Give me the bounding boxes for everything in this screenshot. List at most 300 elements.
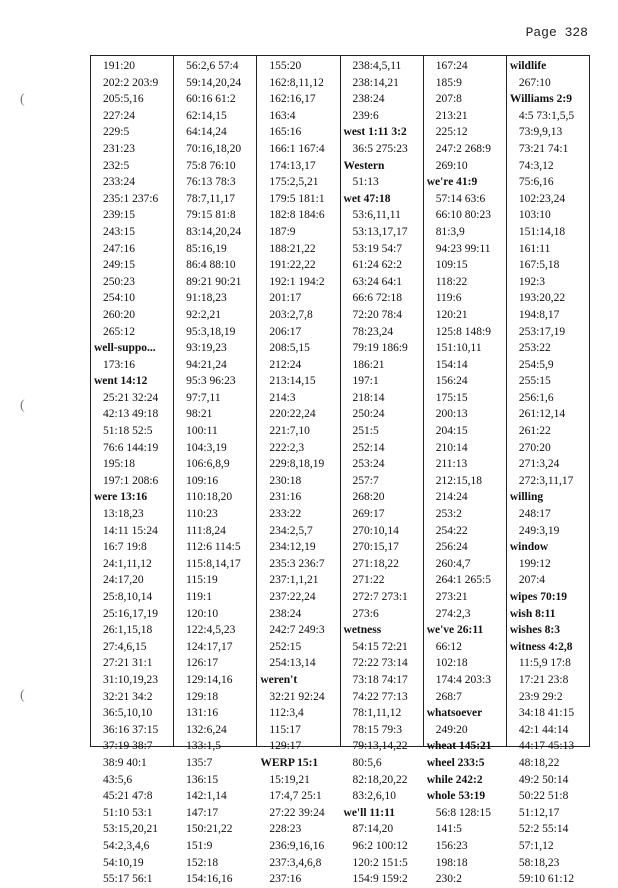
- index-page-reference: 202:2 203:9: [103, 76, 159, 89]
- index-page-reference: 57:1,12: [518, 839, 554, 852]
- index-page-reference: 203:2,7,8: [269, 308, 313, 321]
- index-page-reference: 98:21: [186, 408, 213, 421]
- index-page-reference: 192:3: [518, 275, 546, 288]
- index-page-reference: 273:6: [352, 607, 379, 620]
- index-page-reference: 267:10: [518, 76, 551, 89]
- index-page-reference: 227:24: [103, 109, 135, 122]
- index-page-reference: 242:7 249:3: [269, 624, 325, 637]
- index-page-reference: 167:5,18: [518, 259, 560, 272]
- index-page-reference: 66:10 80:23: [435, 209, 491, 222]
- index-page-reference: 273:21: [435, 591, 468, 603]
- index-page-reference: 63:24 64:1: [352, 275, 403, 288]
- index-headword-entry: wishes 8:3: [509, 624, 561, 637]
- index-page-reference: 229:5: [103, 126, 130, 139]
- index-page-reference: 61:24 62:2: [352, 259, 403, 272]
- index-page-reference: 53:13,17,17: [352, 225, 408, 238]
- index-page-reference: 49:2 50:14: [518, 773, 569, 786]
- index-page-reference: 102:18: [435, 657, 468, 670]
- index-page-reference: 239:6: [352, 109, 379, 122]
- index-page-reference: 142:1,14: [186, 790, 227, 803]
- index-column-3: [256, 56, 339, 886]
- index-page-reference: 249:20: [435, 723, 468, 736]
- index-page-reference: 234:12,19: [269, 541, 316, 554]
- index-page-reference: 272:3,11,17: [518, 474, 574, 487]
- index-page-reference: 269:10: [435, 159, 468, 172]
- index-page-reference: 265:12: [103, 325, 135, 338]
- index-page-reference: 135:7: [186, 756, 213, 769]
- index-page-reference: 74:3,12: [518, 159, 554, 172]
- index-column-5: [423, 56, 506, 886]
- index-page-reference: 204:15: [435, 425, 468, 438]
- index-page-reference: 193:20,22: [518, 292, 566, 305]
- index-page-reference: 214:24: [435, 491, 468, 504]
- index-page-reference: 238:24: [352, 93, 385, 106]
- page-number-label: Page 328: [525, 25, 588, 40]
- index-page-reference: 261:12,14: [518, 408, 566, 421]
- index-page-reference: 136:15: [186, 773, 219, 786]
- index-page-reference: 270:10,14: [352, 524, 399, 537]
- index-page-reference: 174:4 203:3: [435, 673, 491, 686]
- index-page-reference: 210:14: [435, 441, 468, 454]
- index-page-reference: 91:18,23: [186, 292, 227, 305]
- index-page-reference: 155:20: [269, 60, 302, 72]
- index-page-reference: 154:14: [435, 358, 468, 371]
- index-page-reference: 32:21 92:24: [269, 690, 325, 703]
- index-page-reference: 264:1 265:5: [435, 574, 491, 587]
- index-page-reference: 57:14 63:6: [435, 192, 486, 205]
- index-page-reference: 43:5,6: [103, 773, 133, 786]
- index-page-reference: 109:15: [435, 259, 468, 272]
- index-page-reference: 154:16,16: [186, 873, 233, 886]
- index-page-reference: 95:3 96:23: [186, 375, 236, 388]
- index-page-reference: 44:17 45:13: [518, 740, 575, 753]
- index-page-reference: 109:16: [186, 474, 219, 487]
- binder-hole-mark-middle: (: [20, 398, 25, 413]
- index-page-reference: 165:16: [269, 126, 302, 139]
- index-page-reference: 191:20: [103, 60, 135, 72]
- index-page-reference: 233:22: [269, 508, 302, 521]
- index-page-reference: 154:9 159:2: [352, 873, 408, 886]
- index-page-reference: 112:6 114:5: [186, 541, 241, 554]
- index-page-reference: 271:22: [352, 574, 385, 587]
- index-page-reference: 163:4: [269, 109, 296, 122]
- index-headword-entry: we're 41:9: [426, 176, 478, 189]
- index-page-reference: 112:3,4: [269, 707, 304, 720]
- index-headword-entry: WERP 15:1: [260, 756, 319, 769]
- index-page-reference: 206:17: [269, 325, 302, 338]
- index-page-reference: 237:1,1,21: [269, 574, 319, 587]
- index-headword-entry: wipes 70:19: [509, 591, 568, 603]
- index-page-reference: 27:22 39:24: [269, 806, 325, 819]
- index-page-reference: 235:3 236:7: [269, 557, 325, 570]
- index-page-reference: 51:12,17: [518, 806, 560, 819]
- index-page-reference: 94:21,24: [186, 358, 227, 371]
- index-page-reference: 66:6 72:18: [352, 292, 403, 305]
- index-page-reference: 92:2,21: [186, 308, 221, 321]
- index-page-reference: 52:2 55:14: [518, 823, 569, 836]
- index-page-reference: 79:15 81:8: [186, 209, 236, 222]
- index-page-reference: 205:5,16: [103, 93, 144, 106]
- index-page-reference: 230:18: [269, 474, 302, 487]
- index-page-reference: 104:3,19: [186, 441, 227, 454]
- index-page-reference: 53:19 54:7: [352, 242, 403, 255]
- index-page-reference: 120:2 151:5: [352, 856, 408, 869]
- index-page-reference: 50:22 51:8: [518, 790, 569, 803]
- index-page-reference: 23:9 29:2: [518, 690, 563, 703]
- index-page-reference: 161:11: [518, 242, 551, 255]
- index-page-reference: 78:15 79:3: [352, 723, 403, 736]
- index-page-reference: 72:22 73:14: [352, 657, 408, 670]
- index-page-reference: 207:4: [518, 574, 546, 587]
- index-page-reference: 214:3: [269, 391, 296, 404]
- index-page-reference: 59:14,20,24: [186, 76, 242, 89]
- index-page-reference: 32:21 34:2: [103, 690, 153, 703]
- index-page-reference: 36:5 275:23: [352, 142, 408, 155]
- index-page-reference: 151:10,11: [435, 342, 482, 355]
- index-page-reference: 233:24: [103, 176, 135, 189]
- index-page-reference: 253:2: [435, 508, 462, 521]
- index-page-reference: 126:17: [186, 657, 219, 670]
- index-page-reference: 62:14,15: [186, 109, 227, 122]
- index-page-reference: 78:1,11,12: [352, 707, 402, 720]
- index-page-reference: 270:15,17: [352, 541, 399, 554]
- index-page-reference: 201:17: [269, 292, 302, 305]
- index-page-reference: 75:6,16: [518, 176, 554, 189]
- index-page-reference: 231:23: [103, 142, 135, 155]
- index-page-reference: 269:17: [352, 508, 385, 521]
- index-page-reference: 253:22: [518, 342, 551, 355]
- index-headword-entry: wet 47:18: [343, 192, 391, 205]
- index-page-reference: 80:5,6: [352, 756, 382, 769]
- index-headword-entry: whatsoever: [426, 707, 483, 720]
- index-page-reference: 254:10: [103, 292, 135, 305]
- index-page-reference: 79:19 186:9: [352, 342, 408, 355]
- index-page-reference: 25:21 32:24: [103, 391, 159, 404]
- index-headword-entry: whole 53:19: [426, 790, 486, 803]
- index-page-reference: 129:14,16: [186, 673, 233, 686]
- index-headword-entry: wheat 145:21: [426, 740, 492, 753]
- index-page-reference: 97:7,11: [186, 391, 221, 404]
- index-page-reference: 59:10 61:12: [518, 873, 575, 886]
- index-page-reference: 4:5 73:1,5,5: [518, 109, 575, 122]
- index-page-reference: 257:7: [352, 474, 379, 487]
- index-headword-entry: we'll 11:11: [343, 806, 395, 819]
- index-page-reference: 188:21,22: [269, 242, 316, 255]
- index-page-reference: 198:18: [435, 856, 468, 869]
- index-page-reference: 78:7,11,17: [186, 192, 235, 205]
- index-page-reference: 218:14: [352, 391, 385, 404]
- index-headword-entry: wetness: [343, 624, 382, 637]
- index-page-reference: 268:20: [352, 491, 385, 504]
- index-page-reference: 271:3,24: [518, 458, 560, 471]
- index-page-reference: 156:23: [435, 839, 468, 852]
- index-page-reference: 192:1 194:2: [269, 275, 325, 288]
- index-page-reference: 249:15: [103, 259, 135, 272]
- index-page-reference: 247:16: [103, 242, 135, 255]
- index-page-reference: 195:18: [103, 458, 135, 471]
- index-page-reference: 89:21 90:21: [186, 275, 242, 288]
- index-page-reference: 53:6,11,11: [352, 209, 401, 222]
- index-page-reference: 34:18 41:15: [518, 707, 575, 720]
- index-page-reference: 162:8,11,12: [269, 76, 324, 89]
- index-page-reference: 86:4 88:10: [186, 259, 236, 272]
- index-headword-entry: Williams 2:9: [509, 93, 572, 106]
- index-headword-entry: west 1:11 3:2: [343, 126, 407, 139]
- index-headword-entry: weren't: [260, 673, 298, 686]
- index-page-reference: 120:10: [186, 607, 219, 620]
- index-page-reference: 120:21: [435, 308, 468, 321]
- index-page-reference: 38:9 40:1: [103, 756, 147, 769]
- index-page-reference: 54:2,3,4,6: [103, 839, 150, 852]
- index-page-reference: 174:13,17: [269, 159, 316, 172]
- index-headword-entry: willing: [509, 491, 544, 504]
- index-page-reference: 254:22: [435, 524, 468, 537]
- index-page-reference: 211:13: [435, 458, 468, 471]
- index-page-reference: 255:15: [518, 375, 551, 388]
- index-page-reference: 51:10 53:1: [103, 806, 153, 819]
- index-page-reference: 256:1,6: [518, 391, 554, 404]
- index-column-2: [173, 56, 256, 886]
- index-page-reference: 54:10,19: [103, 856, 144, 869]
- index-page-reference: 106:6,8,9: [186, 458, 230, 471]
- index-page-reference: 166:1 167:4: [269, 142, 325, 155]
- index-headword-entry: window: [509, 541, 549, 554]
- index-page-reference: 85:16,19: [186, 242, 227, 255]
- index-page-reference: 222:2,3: [269, 441, 305, 454]
- index-page-reference: 194:8,17: [518, 308, 560, 321]
- index-page-reference: 82:18,20,22: [352, 773, 408, 786]
- index-page-reference: 13:18,23: [103, 508, 144, 521]
- index-page-reference: 51:13: [352, 176, 379, 189]
- index-page-reference: 173:16: [103, 358, 135, 371]
- index-page-reference: 58:18,23: [518, 856, 560, 869]
- index-page-reference: 252:14: [352, 441, 385, 454]
- index-headword-entry: wish 8:11: [509, 607, 556, 620]
- index-page-reference: 26:1,15,18: [103, 624, 153, 637]
- index-page-reference: 66:12: [435, 640, 462, 653]
- index-page-reference: 237:16: [269, 873, 302, 886]
- index-page-reference: 228:23: [269, 823, 302, 836]
- index-page-reference: 14:11 15:24: [103, 524, 158, 537]
- index-page-reference: 150:21,22: [186, 823, 233, 836]
- index-page-reference: 147:17: [186, 806, 219, 819]
- index-page-reference: 247:2 268:9: [435, 142, 491, 155]
- index-page-reference: 162:16,17: [269, 93, 316, 106]
- index-page-reference: 36:16 37:15: [103, 723, 159, 736]
- index-page-reference: 237:22,24: [269, 591, 316, 603]
- index-page-reference: 250:24: [352, 408, 385, 421]
- index-page-reference: 48:18,22: [518, 756, 560, 769]
- index-page-reference: 81:3,9: [435, 225, 465, 238]
- index-page-reference: 103:10: [518, 209, 551, 222]
- index-page-reference: 42:13 49:18: [103, 408, 159, 421]
- index-page-reference: 249:3,19: [518, 524, 560, 537]
- index-page-reference: 221:7,10: [269, 425, 310, 438]
- index-page-reference: 131:16: [186, 707, 219, 720]
- index-page-reference: 24:1,11,12: [103, 557, 152, 570]
- index-page-reference: 260:20: [103, 308, 135, 321]
- index-column-1: [91, 56, 173, 886]
- index-page-reference: 220:22,24: [269, 408, 316, 421]
- index-column-4: [340, 56, 423, 886]
- index-page-reference: 175:2,5,21: [269, 176, 319, 189]
- index-headword-entry: Western: [343, 159, 385, 172]
- index-page-reference: 110:23: [186, 508, 218, 521]
- index-page-reference: 238:14,21: [352, 76, 399, 89]
- index-page-reference: 151:14,18: [518, 225, 566, 238]
- index-page-reference: 182:8 184:6: [269, 209, 325, 222]
- index-page-reference: 115:19: [186, 574, 218, 587]
- index-page-reference: 238:24: [269, 607, 302, 620]
- index-page-reference: 253:17,19: [518, 325, 566, 338]
- index-page-reference: 243:15: [103, 225, 135, 238]
- index-page-reference: 234:2,5,7: [269, 524, 313, 537]
- index-page-reference: 27:4,6,15: [103, 640, 147, 653]
- index-headword-entry: wheel 233:5: [426, 756, 485, 769]
- word-index-table: [90, 55, 590, 886]
- index-page-reference: 199:12: [518, 557, 551, 570]
- index-page-reference: 254:5,9: [518, 358, 554, 371]
- index-page-reference: 36:5,10,10: [103, 707, 153, 720]
- index-page-reference: 73:9,9,13: [518, 126, 563, 139]
- index-headword-entry: went 14:12: [94, 375, 148, 388]
- index-page-reference: 232:5: [103, 159, 130, 172]
- index-page-reference: 17:4,7 25:1: [269, 790, 322, 803]
- index-page-reference: 24:17,20: [103, 574, 144, 587]
- index-page-reference: 225:12: [435, 126, 468, 139]
- index-page-reference: 129:17: [269, 740, 302, 753]
- index-page-reference: 250:23: [103, 275, 135, 288]
- index-page-reference: 248:17: [518, 508, 551, 521]
- index-page-reference: 213:14,15: [269, 375, 316, 388]
- index-page-reference: 256:24: [435, 541, 468, 554]
- index-page-reference: 79:13,14,22: [352, 740, 408, 753]
- index-page-reference: 237:3,4,6,8: [269, 856, 322, 869]
- index-page-reference: 207:8: [435, 93, 462, 106]
- index-page-reference: 95:3,18,19: [186, 325, 236, 338]
- index-page-reference: 17:21 23:8: [518, 673, 569, 686]
- index-page-reference: 115:17: [269, 723, 301, 736]
- index-page-reference: 231:16: [269, 491, 302, 504]
- index-page-reference: 271:18,22: [352, 557, 399, 570]
- index-column-6: [506, 56, 589, 886]
- index-page-reference: 151:9: [186, 839, 213, 852]
- index-page-reference: 260:4,7: [435, 557, 471, 570]
- index-page-reference: 124:17,17: [186, 640, 233, 653]
- index-page-reference: 11:5,9 17:8: [518, 657, 571, 670]
- binder-hole-mark-bottom: (: [20, 688, 25, 703]
- index-page-reference: 45:21 47:8: [103, 790, 153, 803]
- index-page-reference: 122:4,5,23: [186, 624, 236, 637]
- index-page-reference: 25:8,10,14: [103, 591, 153, 603]
- index-page-reference: 27:21 31:1: [103, 657, 153, 670]
- index-page-reference: 16:7 19:8: [103, 541, 147, 554]
- index-headword-entry: well-suppo...: [94, 342, 156, 355]
- index-page-reference: 60:16 61:2: [186, 93, 236, 106]
- index-page-reference: 54:15 72:21: [352, 640, 408, 653]
- index-page-reference: 254:13,14: [269, 657, 316, 670]
- index-page-reference: 229:8,18,19: [269, 458, 325, 471]
- index-page-reference: 93:19,23: [186, 342, 227, 355]
- index-page-reference: 78:23,24: [352, 325, 394, 338]
- index-page-reference: 83:14,20,24: [186, 225, 242, 238]
- index-headword-entry: were 13:16: [94, 491, 148, 504]
- index-page-reference: 179:5 181:1: [269, 192, 325, 205]
- index-page-reference: 51:18 52:5: [103, 425, 153, 438]
- index-page-reference: 197:1: [352, 375, 379, 388]
- index-page-reference: 141:5: [435, 823, 462, 836]
- index-page-reference: 208:5,15: [269, 342, 310, 355]
- index-page-reference: 119:1: [186, 591, 212, 603]
- index-page-reference: 191:22,22: [269, 259, 316, 272]
- index-page-reference: 156:24: [435, 375, 468, 388]
- index-page-reference: 31:10,19,23: [103, 673, 158, 686]
- index-page-reference: 42:1 44:14: [518, 723, 569, 736]
- index-page-reference: 187:9: [269, 225, 296, 238]
- index-page-reference: 213:21: [435, 109, 468, 122]
- index-page-reference: 200:13: [435, 408, 468, 421]
- index-page-reference: 56:8 128:15: [435, 806, 491, 819]
- index-page-reference: 53:15,20,21: [103, 823, 158, 836]
- index-page-reference: 152:18: [186, 856, 219, 869]
- index-page-reference: 55:17 56:1: [103, 873, 153, 886]
- index-page-reference: 64:14,24: [186, 126, 227, 139]
- index-page-reference: 272:7 273:1: [352, 591, 408, 603]
- index-page-reference: 73:21 74:1: [518, 142, 569, 155]
- index-page-reference: 75:8 76:10: [186, 159, 236, 172]
- index-page-reference: 83:2,6,10: [352, 790, 396, 803]
- index-headword-entry: witness 4:2,8: [509, 640, 573, 653]
- index-page-reference: 94:23 99:11: [435, 242, 491, 255]
- index-page-reference: 87:14,20: [352, 823, 394, 836]
- index-headword-entry: wildlife: [509, 60, 547, 72]
- index-page-reference: 175:15: [435, 391, 468, 404]
- index-page-reference: 133:1,5: [186, 740, 221, 753]
- index-page-reference: 37:19 38:7: [103, 740, 153, 753]
- index-page-reference: 125:8 148:9: [435, 325, 491, 338]
- index-page-reference: 118:22: [435, 275, 468, 288]
- index-page-reference: 230:2: [435, 873, 462, 886]
- binder-hole-mark-top: (: [20, 92, 25, 107]
- index-page-reference: 56:2,6 57:4: [186, 60, 239, 72]
- index-page-reference: 110:18,20: [186, 491, 233, 504]
- index-page-reference: 25:16,17,19: [103, 607, 158, 620]
- index-page-reference: 132:6,24: [186, 723, 227, 736]
- index-page-reference: 235:1 237:6: [103, 192, 159, 205]
- index-page-reference: 15:19,21: [269, 773, 310, 786]
- index-page-reference: 253:24: [352, 458, 385, 471]
- index-page-reference: 197:1 208:6: [103, 474, 159, 487]
- index-page-reference: 252:15: [269, 640, 302, 653]
- index-page-reference: 111:8,24: [186, 524, 226, 537]
- index-page-reference: 212:24: [269, 358, 302, 371]
- index-headword-entry: while 242:2: [426, 773, 483, 786]
- index-page-reference: 167:24: [435, 60, 468, 72]
- index-page-reference: 76:6 144:19: [103, 441, 159, 454]
- index-page-reference: 261:22: [518, 425, 551, 438]
- index-headword-entry: we've 26:11: [426, 624, 484, 637]
- index-page-reference: 72:20 78:4: [352, 308, 403, 321]
- index-page-reference: 102:23,24: [518, 192, 566, 205]
- index-page-reference: 236:9,16,16: [269, 839, 325, 852]
- index-page-reference: 251:5: [352, 425, 379, 438]
- index-page-reference: 274:2,3: [435, 607, 471, 620]
- index-page-reference: 270:20: [518, 441, 551, 454]
- index-page-reference: 186:21: [352, 358, 385, 371]
- index-page-reference: 70:16,18,20: [186, 142, 242, 155]
- index-page-reference: 73:18 74:17: [352, 673, 408, 686]
- index-page-reference: 212:15,18: [435, 474, 483, 487]
